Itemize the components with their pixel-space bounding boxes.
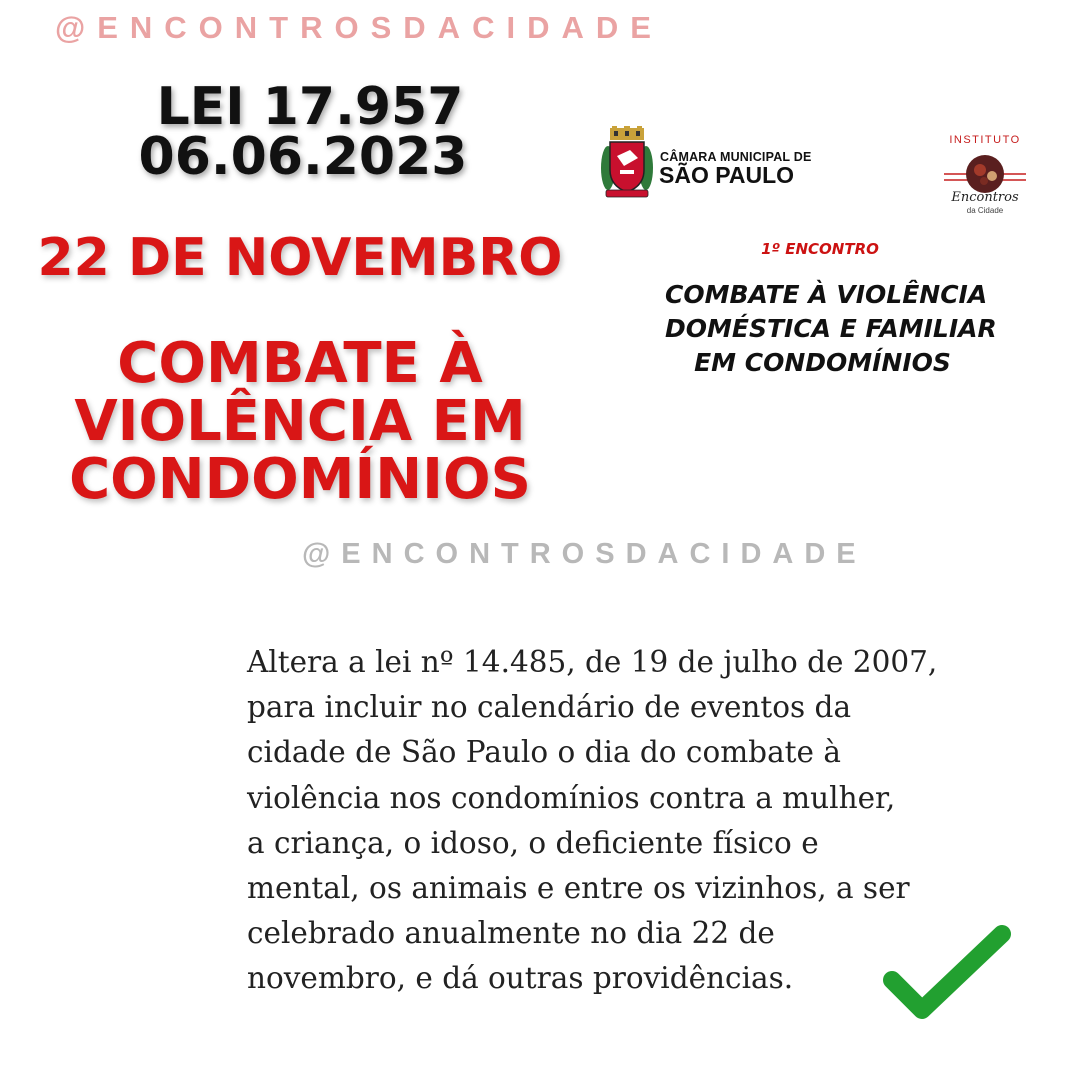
instituto-label: INSTITUTO <box>949 134 1021 146</box>
main-title-line: CONDOMÍNIOS <box>69 447 531 512</box>
instituto-name: Encontros <box>951 190 1019 205</box>
description-line: mental, os animais e entre os vizinhos, a ser <box>247 871 910 906</box>
camara-logo-line1: CÂMARA MUNICIPAL DE <box>660 150 812 164</box>
law-number: LEI 17.957 <box>156 77 464 137</box>
date-heading: 22 DE NOVEMBRO <box>37 228 563 288</box>
event-title-line: EM CONDOMÍNIOS <box>694 348 951 377</box>
description-line: novembro, e dá outras providências. <box>247 961 794 996</box>
main-title <box>0 331 600 512</box>
event-title-line: DOMÉSTICA E FAMILIAR <box>665 314 997 343</box>
description-line: a criança, o idoso, o deficiente físico e <box>247 825 819 860</box>
watermark-middle: @ENCONTROSDACIDADE <box>302 538 867 570</box>
law-description <box>247 640 947 1002</box>
event-label: 1º ENCONTRO <box>761 240 879 258</box>
description-line: celebrado anualmente no dia 22 de <box>247 916 775 951</box>
description-line: cidade de São Paulo o dia do combate à <box>247 735 841 770</box>
event-title-line: COMBATE À VIOLÊNCIA <box>665 280 988 309</box>
description-line: Altera a lei nº 14.485, de 19 de julho de 2007, <box>247 645 938 679</box>
watermark-top: @ENCONTROSDACIDADE <box>55 10 663 45</box>
description-line: para incluir no calendário de eventos da <box>247 690 852 725</box>
main-title-line: VIOLÊNCIA EM <box>74 389 526 454</box>
law-date: 06.06.2023 <box>138 127 468 187</box>
checkmark-icon <box>880 920 1015 1025</box>
description-line: violência nos condomínios contra a mulher, <box>247 780 896 815</box>
main-title-line: COMBATE À <box>117 331 483 396</box>
event-title <box>665 278 997 380</box>
camara-logo-line2: SÃO PAULO <box>659 162 795 188</box>
instituto-sub: da Cidade <box>966 206 1004 215</box>
